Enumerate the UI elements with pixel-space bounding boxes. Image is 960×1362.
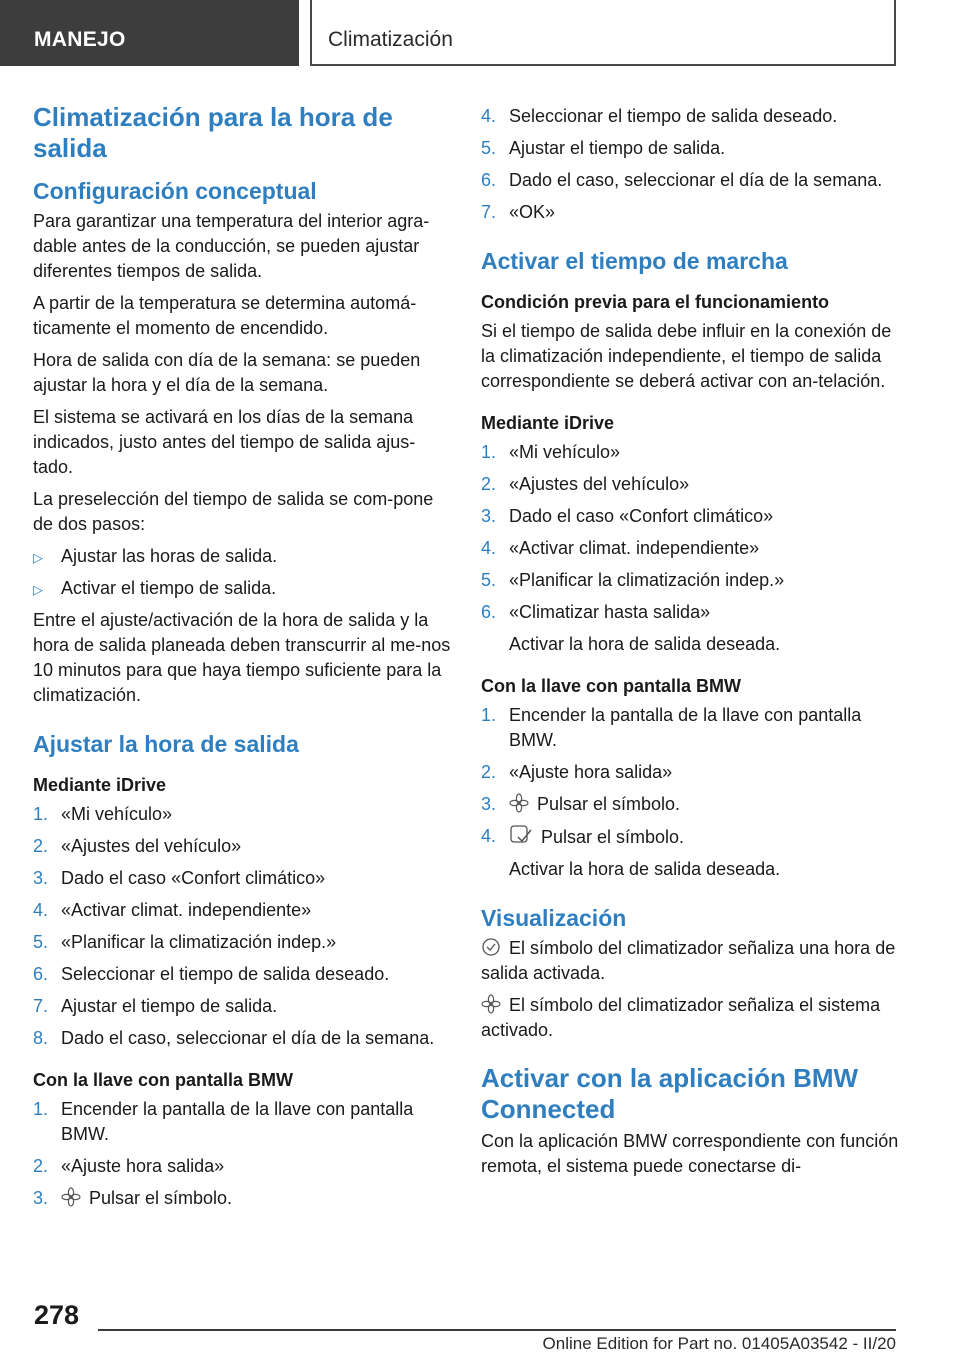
bullet-item: ▷ Activar el tiempo de salida.: [33, 576, 451, 601]
list-item: 5. «Planificar la climatización indep.»: [481, 570, 785, 590]
footer-divider: [98, 1329, 896, 1331]
fan-icon: [509, 793, 529, 813]
paragraph: El símbolo del climatizador señaliza el sistema activado.: [481, 995, 881, 1040]
subheading-llave: Con la llave con pantalla BMW: [481, 676, 742, 696]
key-activation-list: [481, 703, 899, 882]
paragraph: Para garantizar una temperatura del interior agra-dable antes de la conducción, se pueden ajustar diferentes tiempos de salida.: [33, 211, 430, 281]
list-item: 5. «Planificar la climatización indep.»: [33, 932, 337, 952]
list-item: 7. «OK»: [481, 202, 556, 222]
fan-icon: [481, 994, 501, 1014]
list-item: 4. «Activar climat. independiente»: [33, 900, 312, 920]
triangle-bullet-icon: ▷: [33, 550, 43, 565]
paragraph: La preselección del tiempo de salida se com-pone de dos pasos:: [33, 489, 434, 534]
list-item: 2. «Ajustes del vehículo»: [33, 836, 242, 856]
idrive-activation-list: [481, 440, 899, 657]
list-item: 7. Ajustar el tiempo de salida.: [33, 996, 278, 1016]
list-item: 3. Pulsar el símbolo.: [33, 1188, 233, 1208]
idrive-steps-list: [33, 802, 451, 1051]
paragraph: El símbolo del climatizador señaliza una hora de salida activada.: [481, 938, 896, 983]
list-item: 1. «Mi vehículo»: [481, 442, 621, 462]
list-item: 1. Encender la pantalla de la llave con pantalla BMW.: [481, 705, 862, 750]
header-chapter-label: Climatización: [328, 28, 453, 51]
paragraph: El sistema se activará en los días de la semana indicados, justo antes del tiempo de salida ajus-tado.: [33, 407, 416, 477]
header-section-tab: [0, 0, 299, 66]
header-chapter-tab: [310, 0, 896, 66]
heading-app-connected: Activar con la aplicación BMW Connected: [481, 1063, 859, 1124]
list-item: 6. Dado el caso, seleccionar el día de la semana.: [481, 170, 883, 190]
right-column: [481, 102, 899, 1179]
subheading-idrive: Mediante iDrive: [33, 775, 167, 795]
list-item: 4. Seleccionar el tiempo de salida deseado.: [481, 106, 838, 126]
header-section-label: MANEJO: [34, 28, 126, 51]
list-item: 4. «Activar climat. independiente»: [481, 538, 760, 558]
edition-note: Online Edition for Part no. 01405A03542 - II/20: [542, 1334, 896, 1353]
list-item: 4. Pulsar el símbolo. Activar la hora de salida deseada.: [481, 826, 781, 879]
list-item: 2. «Ajuste hora salida»: [33, 1156, 225, 1176]
list-item: 3. Dado el caso «Confort climático»: [33, 868, 326, 888]
list-item: 1. Encender la pantalla de la llave con pantalla BMW.: [33, 1099, 414, 1144]
heading-configuracion: Configuración conceptual: [33, 178, 317, 204]
list-item: 8. Dado el caso, seleccionar el día de la semana.: [33, 1028, 435, 1048]
bullet-item: ▷ Ajustar las horas de salida.: [33, 544, 451, 569]
list-item: 2. «Ajuste hora salida»: [481, 762, 673, 782]
list-item: 1. «Mi vehículo»: [33, 804, 173, 824]
paragraph: Hora de salida con día de la semana: se pueden ajustar la hora y el día de la semana.: [33, 350, 421, 395]
idrive-steps-continued-list: [481, 104, 899, 225]
triangle-bullet-icon: ▷: [33, 582, 43, 597]
list-item: 5. Ajustar el tiempo de salida.: [481, 138, 726, 158]
heading-visualizacion: Visualización: [481, 905, 627, 931]
fan-icon: [61, 1187, 81, 1207]
list-item: 3. Pulsar el símbolo.: [481, 794, 681, 814]
list-item: 6. Seleccionar el tiempo de salida deseado.: [33, 964, 390, 984]
clock-icon: [481, 937, 501, 957]
left-column: [33, 102, 451, 1211]
paragraph: A partir de la temperatura se determina automá-ticamente el momento de encendido.: [33, 293, 417, 338]
key-steps-list: [33, 1097, 451, 1211]
list-item: 6. «Climatizar hasta salida» Activar la hora de salida deseada.: [481, 602, 781, 654]
subheading-idrive: Mediante iDrive: [481, 413, 615, 433]
list-item: 2. «Ajustes del vehículo»: [481, 474, 690, 494]
heading-ajustar-hora: Ajustar la hora de salida: [33, 731, 299, 757]
paragraph: Si el tiempo de salida debe influir en la conexión de la climatización independiente, el tiempo de salida correspondiente se deberá activar con an-telación.: [481, 321, 892, 391]
subheading-condicion: Condición previa para el funcionamiento: [481, 292, 830, 312]
page-title: Climatización para la hora de salida: [33, 102, 393, 163]
heading-activar-tiempo: Activar el tiempo de marcha: [481, 248, 788, 274]
checkbox-check-icon: [509, 824, 533, 846]
subheading-llave: Con la llave con pantalla BMW: [33, 1070, 294, 1090]
paragraph: Entre el ajuste/activación de la hora de salida y la hora de salida planeada deben transcurrir al me-nos 10 minutos para que haya tiempo suficiente para la climatización.: [33, 610, 451, 705]
paragraph: Con la aplicación BMW correspondiente con función remota, el sistema puede conectarse di-: [481, 1131, 899, 1176]
page-number: 278: [34, 1300, 80, 1330]
list-item: 3. Dado el caso «Confort climático»: [481, 506, 774, 526]
